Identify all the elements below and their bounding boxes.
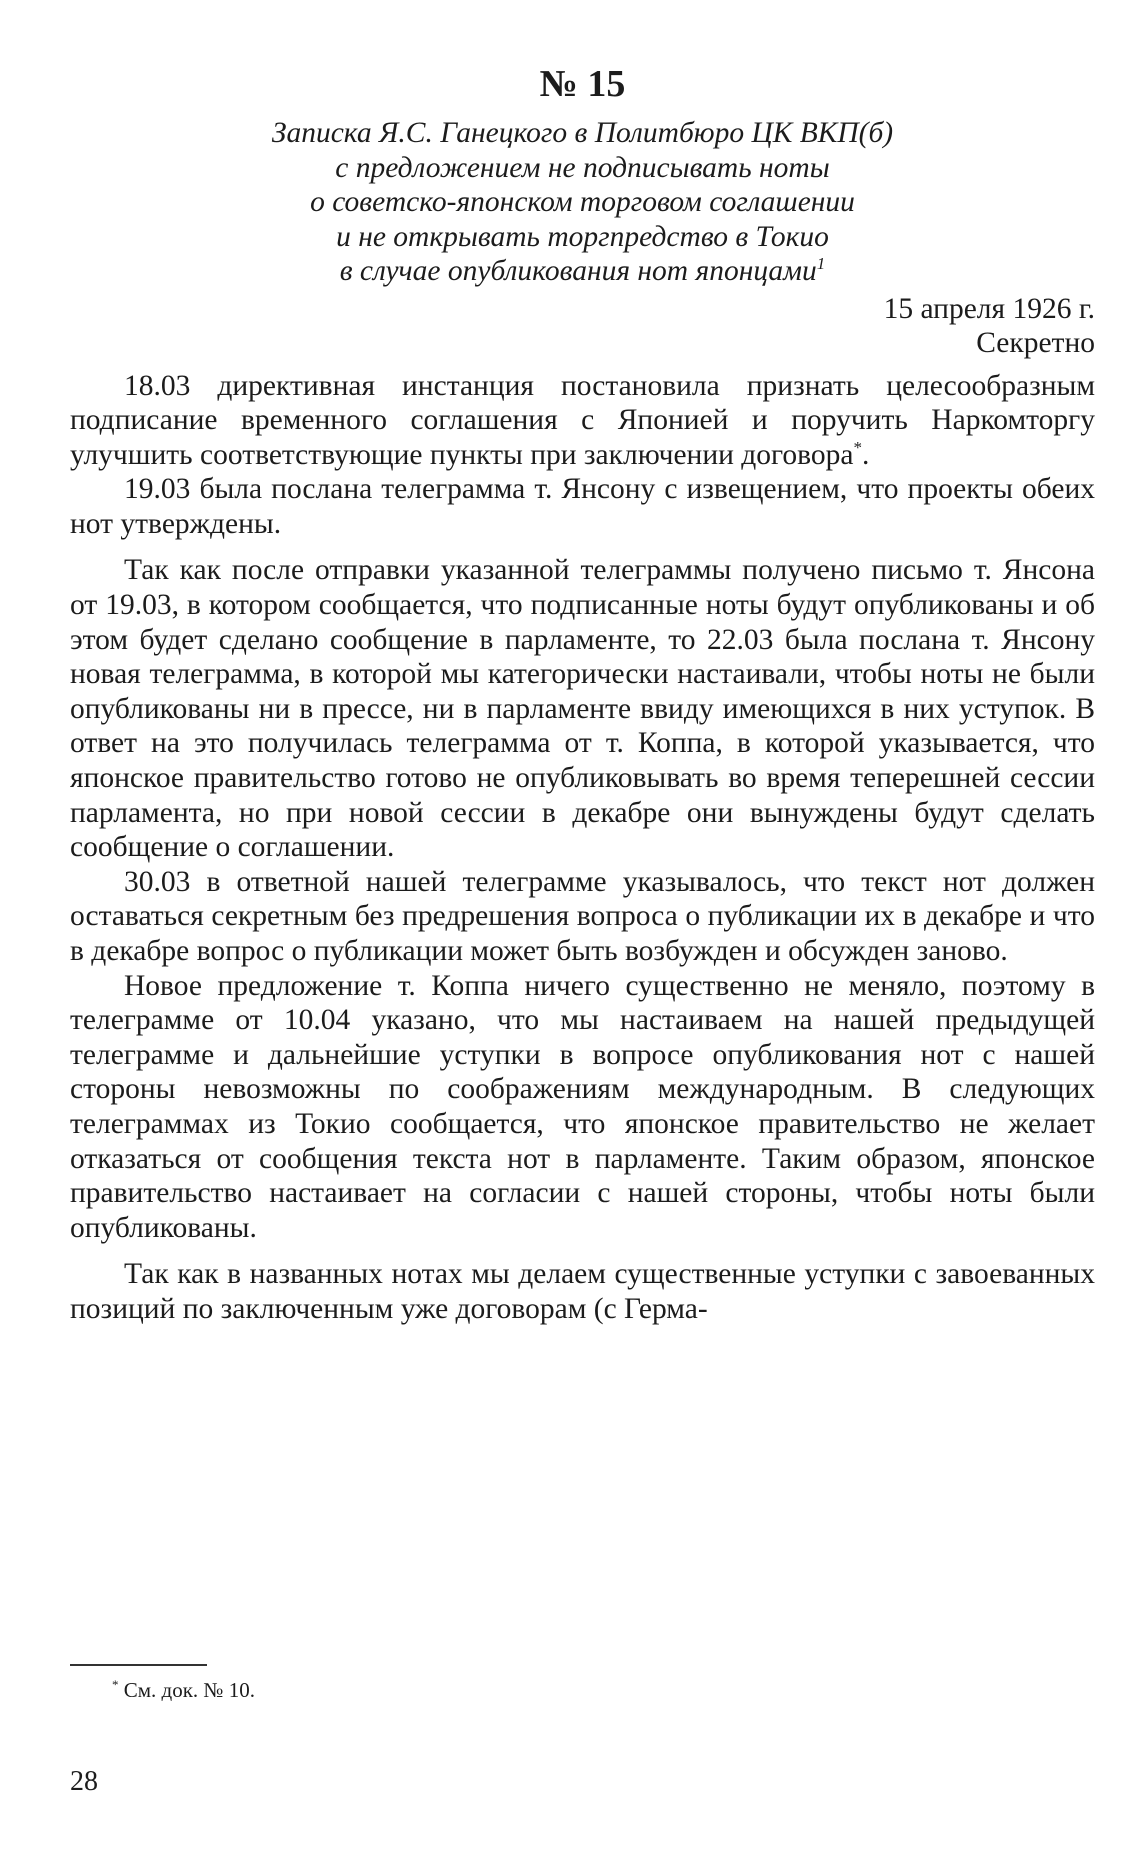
page-content	[70, 62, 1095, 1327]
body-paragraph: Так как после отправки указанной телеграммы получено письмо т. Янсона от 19.03, в котором сообщается, что подписанные ноты будут опубликованы и об этом будет сделано сообщение в парламенте, то 22.03 была послана т. Янсону новая телеграмма, в которой мы категорически настаивали, чтобы ноты не были опубликованы ни в прессе, ни в парламенте ввиду имеющихся в них уступок. В ответ на это получилась телеграмма от т. Коппа, в которой указывается, что японское правительство готово не опубликовывать во время теперешней сессии парламента, но при новой сессии в декабре они вынуждены будут сделать сообщение о соглашении.	[70, 554, 1095, 864]
title-line	[70, 254, 1095, 289]
title-footnote-marker: 1	[816, 254, 826, 274]
footnote-divider	[70, 1664, 207, 1666]
title-line: и не открывать торгпредство в Токио	[336, 220, 829, 253]
document-number: № 15	[539, 63, 626, 105]
body-paragraph: 19.03 была послана телеграмма т. Янсону с извещением, что проекты обеих нот утверждены.	[70, 473, 1095, 540]
paragraph-tail: .	[861, 438, 870, 471]
body-paragraph: Новое предложение т. Коппа ничего существенно не меняло, поэтому в телеграмме от 10.04 указано, что мы настаиваем на нашей предыдущей телеграмме и дальнейшие уступки в вопросе опубликования нот с нашей стороны невозможны по соображениям международным. В следующих телеграммах из Токио сообщается, что японское правительство не желает отказаться от сообщения текста нот в парламенте. Таким образом, японское правительство настаивает на согласии с нашей стороны, чтобы ноты были опубликованы.	[70, 969, 1095, 1244]
title-line-text: в случае опубликования нот японцами	[339, 255, 817, 287]
paragraph-text: 18.03 директивная инстанция постановила признать целесообразным подписание временного соглашения с Японией и поручить Наркомторгу улучшить соответствующие пункты при заключении договора	[70, 369, 1095, 471]
title-line: с предложением не подписывать ноты	[335, 151, 830, 184]
footnote	[112, 1677, 255, 1703]
title-line: о советско-японском торговом соглашении	[310, 186, 855, 218]
body-paragraph	[70, 369, 1095, 473]
page-number: 28	[70, 1766, 98, 1797]
body-paragraph: 30.03 в ответной нашей телеграмме указывалось, что текст нот должен оставаться секретным без предрешения вопроса о публикации их в декабре и что в декабре вопрос о публикации может быть возбужден и обсужден заново.	[70, 865, 1095, 967]
document-date: 15 апреля 1926 г.	[883, 292, 1095, 325]
footnote-text: См. док. № 10.	[123, 1678, 255, 1702]
footnote-reference: *	[853, 437, 862, 457]
classification-label: Секретно	[976, 327, 1095, 359]
title-line: Записка Я.С. Ганецкого в Политбюро ЦК ВКП(б)	[271, 117, 894, 149]
footnote-marker: *	[112, 1677, 119, 1692]
document-title	[70, 116, 1095, 289]
body-paragraph: Так как в названных нотах мы делаем существенные уступки с завоеванных позиций по заключенным уже договорам (с Герма-	[70, 1258, 1095, 1325]
